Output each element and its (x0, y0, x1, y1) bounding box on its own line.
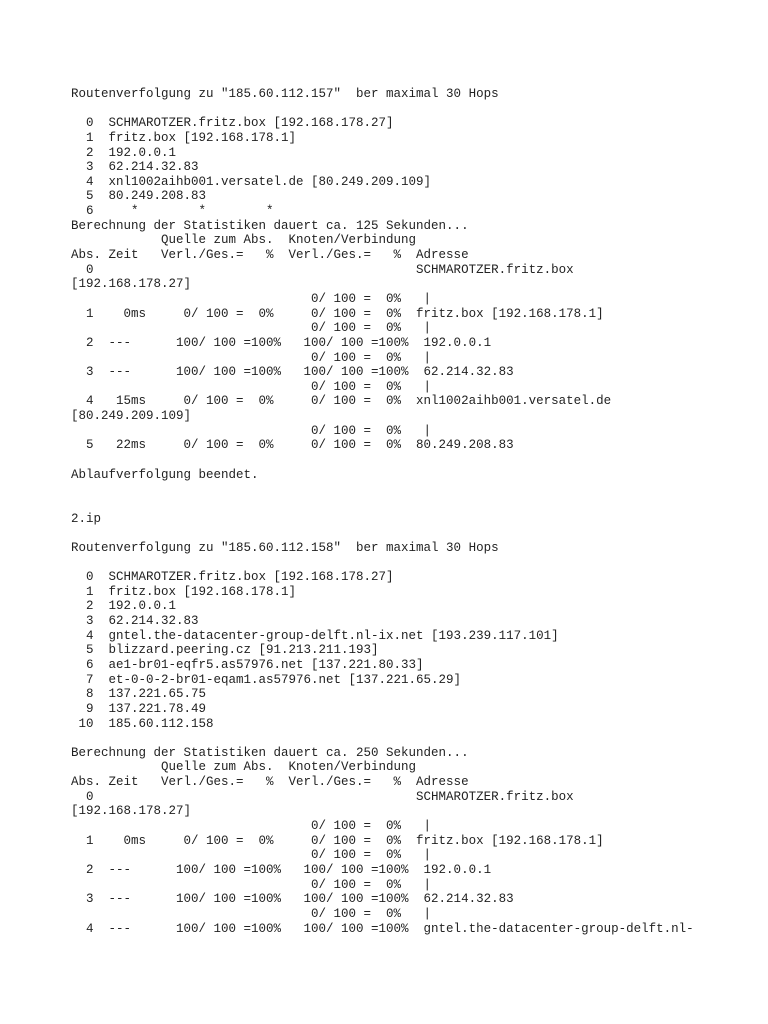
text-line: 0/ 100 = 0% | (71, 291, 432, 306)
text-line (71, 102, 694, 117)
text-line: 0/ 100 = 0% | (71, 379, 432, 394)
text-line: 1 fritz.box [192.168.178.1] (71, 584, 297, 599)
text-line: 0/ 100 = 0% | (71, 321, 432, 336)
text-line: Ablaufverfolgung beendet. (71, 467, 259, 482)
text-line: 0 SCHMAROTZER.fritz.box [192.168.178.27] (71, 570, 394, 585)
text-line: 3 --- 100/ 100 =100% 100/ 100 =100% 62.214.32.83 (71, 365, 514, 380)
text-line: [80.249.209.109] (71, 409, 192, 424)
text-line: Berechnung der Statistiken dauert ca. 125 Sekunden... (71, 218, 469, 233)
text-line: 4 15ms 0/ 100 = 0% 0/ 100 = 0% xnl1002aihb001.versatel.de (71, 394, 612, 409)
text-line: 2 192.0.0.1 (71, 599, 177, 614)
text-line: 0 SCHMAROTZER.fritz.box (71, 789, 574, 804)
text-line: 5 22ms 0/ 100 = 0% 0/ 100 = 0% 80.249.208.83 (71, 438, 514, 453)
text-line (71, 482, 694, 497)
text-line: 0/ 100 = 0% | (71, 350, 432, 365)
text-line: 4 gntel.the-datacenter-group-delft.nl-ix.net [193.239.117.101] (71, 628, 559, 643)
text-line (71, 556, 694, 571)
traceroute-text (71, 87, 694, 936)
text-line: 0 SCHMAROTZER.fritz.box [192.168.178.27] (71, 116, 394, 131)
text-line: 3 62.214.32.83 (71, 160, 199, 175)
text-line: 1 fritz.box [192.168.178.1] (71, 130, 297, 145)
text-line: Abs. Zeit Verl./Ges.= % Verl./Ges.= % Adresse (71, 775, 469, 790)
text-line: 5 blizzard.peering.cz [91.213.211.193] (71, 643, 379, 658)
text-line: Quelle zum Abs. Knoten/Verbindung (71, 760, 417, 775)
text-line: 6 ae1-br01-eqfr5.as57976.net [137.221.80.33] (71, 657, 424, 672)
text-line: Berechnung der Statistiken dauert ca. 250 Sekunden... (71, 745, 469, 760)
text-line: 4 --- 100/ 100 =100% 100/ 100 =100% gntel.the-datacenter-group-delft.nl- (71, 921, 694, 936)
text-line: 0/ 100 = 0% | (71, 848, 432, 863)
text-line (71, 731, 694, 746)
text-line: 2.ip (71, 511, 102, 526)
text-line: 1 0ms 0/ 100 = 0% 0/ 100 = 0% fritz.box [192.168.178.1] (71, 833, 604, 848)
text-line: 2 192.0.0.1 (71, 145, 177, 160)
text-line: 10 185.60.112.158 (71, 716, 214, 731)
text-line: Routenverfolgung zu "185.60.112.158" ber maximal 30 Hops (71, 540, 499, 555)
text-line: 8 137.221.65.75 (71, 687, 207, 702)
text-line: [192.168.178.27] (71, 804, 192, 819)
text-line: Quelle zum Abs. Knoten/Verbindung (71, 233, 417, 248)
text-line: 6 * * * (71, 204, 274, 219)
text-line (71, 526, 694, 541)
text-line (71, 453, 694, 468)
text-line: 9 137.221.78.49 (71, 701, 207, 716)
text-line: 5 80.249.208.83 (71, 189, 207, 204)
text-line: 0/ 100 = 0% | (71, 423, 432, 438)
text-line: 2 --- 100/ 100 =100% 100/ 100 =100% 192.0.0.1 (71, 862, 492, 877)
text-line: 4 xnl1002aihb001.versatel.de [80.249.209.109] (71, 174, 432, 189)
text-line: 0/ 100 = 0% | (71, 819, 432, 834)
text-line: 0/ 100 = 0% | (71, 877, 432, 892)
text-line: 3 62.214.32.83 (71, 614, 199, 629)
text-line: 3 --- 100/ 100 =100% 100/ 100 =100% 62.214.32.83 (71, 892, 514, 907)
text-line: Routenverfolgung zu "185.60.112.157" ber maximal 30 Hops (71, 87, 499, 101)
text-line (71, 497, 694, 512)
text-line: [192.168.178.27] (71, 277, 192, 292)
text-line: 0/ 100 = 0% | (71, 906, 432, 921)
text-line: Abs. Zeit Verl./Ges.= % Verl./Ges.= % Adresse (71, 248, 469, 263)
text-line: 7 et-0-0-2-br01-eqam1.as57976.net [137.221.65.29] (71, 672, 462, 687)
text-line: 2 --- 100/ 100 =100% 100/ 100 =100% 192.0.0.1 (71, 335, 492, 350)
text-line: 0 SCHMAROTZER.fritz.box (71, 262, 574, 277)
text-line: 1 0ms 0/ 100 = 0% 0/ 100 = 0% fritz.box [192.168.178.1] (71, 306, 604, 321)
